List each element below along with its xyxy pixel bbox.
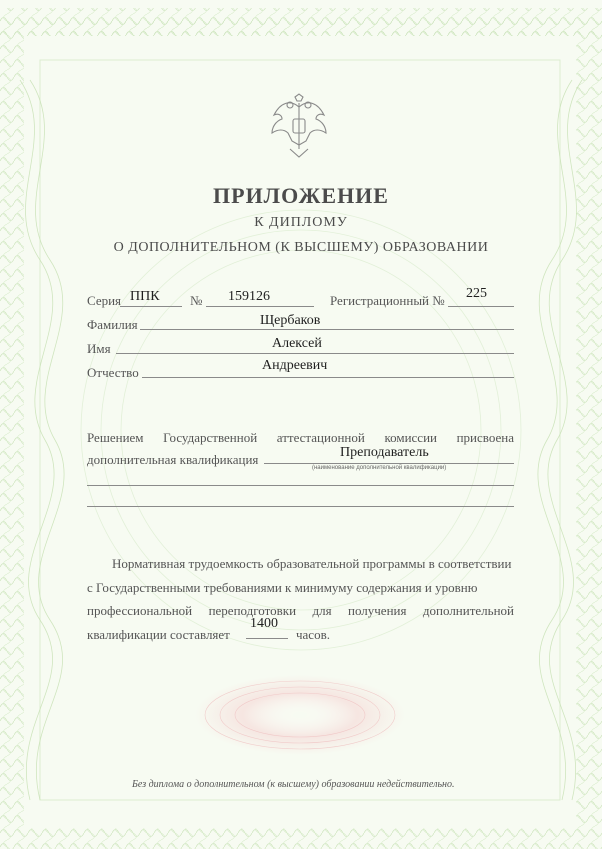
- number-underline: [206, 306, 314, 307]
- name-value: Алексей: [272, 336, 322, 351]
- qualification-extra-line-1: [87, 485, 514, 486]
- surname-underline: [140, 329, 514, 330]
- series-value: ППК: [130, 289, 160, 304]
- norm-line-4-after: часов.: [296, 627, 330, 642]
- hours-value: 1400: [250, 616, 278, 631]
- series-underline: [120, 306, 182, 307]
- qualification-underline: [264, 463, 514, 464]
- validity-note: Без диплома о дополнительном (к высшему) образовании недействительно.: [132, 779, 455, 790]
- patronymic-underline: [142, 377, 514, 378]
- registration-underline: [448, 306, 514, 307]
- name-underline: [116, 353, 514, 354]
- patronymic-label: Отчество: [87, 365, 139, 380]
- surname-label: Фамилия: [87, 317, 138, 332]
- qualification-extra-line-2: [87, 506, 514, 507]
- number-value: 159126: [228, 289, 270, 304]
- decision-line-1: Решением Государственной аттестационной комиссии присвоена: [87, 430, 514, 445]
- qualification-value: Преподаватель: [340, 445, 429, 460]
- name-label: Имя: [87, 341, 111, 356]
- series-label: Серия: [87, 293, 122, 308]
- norm-line-2: с Государственными требованиями к минимуму содержания и уровню: [87, 580, 478, 595]
- double-headed-eagle-icon: [268, 93, 330, 159]
- document-title: ПРИЛОЖЕНИЕ: [213, 183, 389, 208]
- registration-label: Регистрационный №: [330, 293, 445, 308]
- surname-value: Щербаков: [260, 313, 321, 328]
- document-subtitle-2: О ДОПОЛНИТЕЛЬНОМ (К ВЫСШЕМУ) ОБРАЗОВАНИИ: [113, 240, 489, 255]
- patronymic-value: Андреевич: [262, 358, 328, 373]
- document-subtitle-1: К ДИПЛОМУ: [254, 215, 348, 230]
- norm-line-4-before: квалификации составляет: [87, 627, 230, 642]
- qualification-caption: (наименование дополнительной квалификации): [312, 465, 447, 471]
- number-sign: №: [190, 293, 203, 308]
- hours-underline: [246, 638, 288, 639]
- qualification-label: дополнительная квалификация: [87, 452, 259, 467]
- norm-line-3: профессиональной переподготовки для получения дополнительной: [87, 603, 514, 618]
- norm-line-1: Нормативная трудоемкость образовательной программы в соответствии: [112, 556, 512, 571]
- registration-value: 225: [466, 286, 487, 301]
